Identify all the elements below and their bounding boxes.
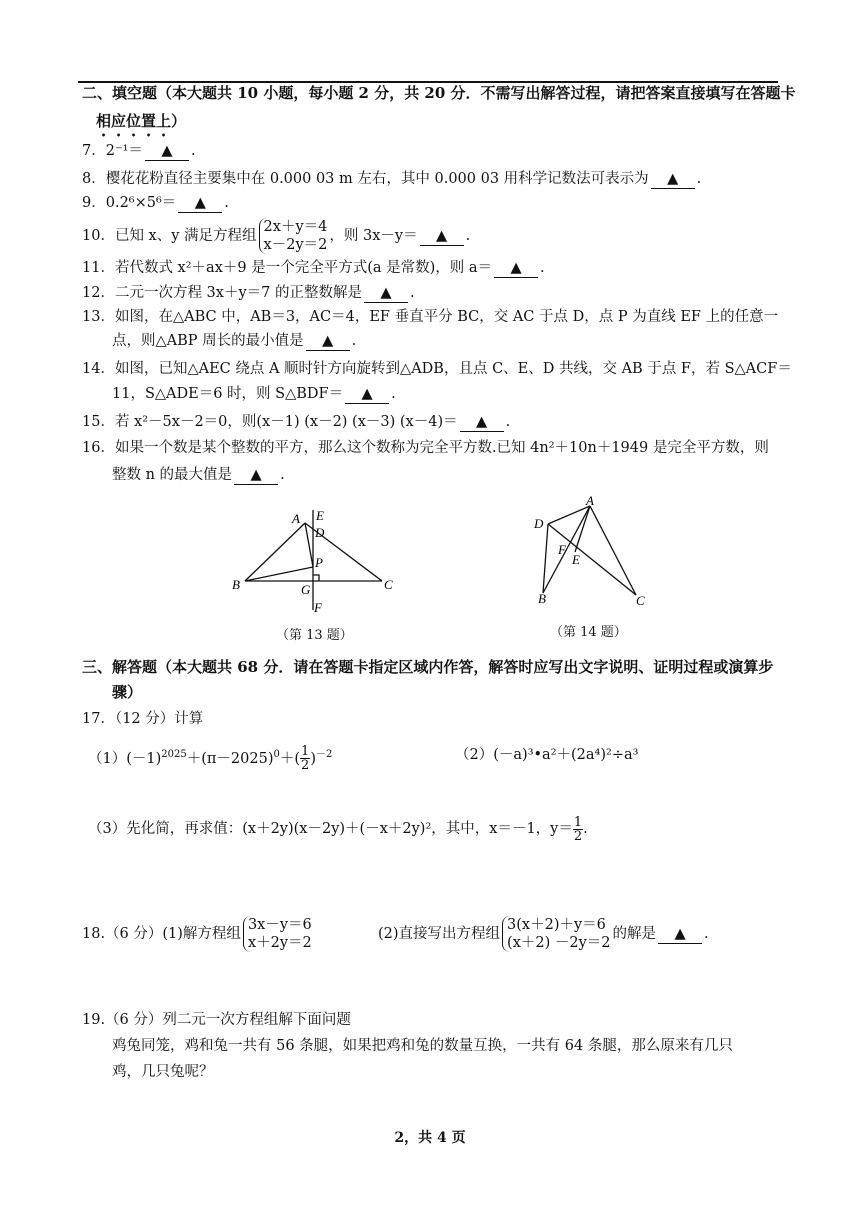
question-7: 7．2⁻¹＝ ▲ .	[82, 143, 196, 159]
answer-blank[interactable]: ▲	[145, 142, 189, 161]
question-16-line2: 整数 n 的最大值是 ▲ .	[112, 467, 285, 483]
label-C: C	[636, 593, 645, 608]
label-C: C	[384, 577, 393, 592]
segment-ac	[590, 506, 636, 595]
question-11: 11．若代数式 x²＋ax＋9 是一个完全平方式(a 是常数)，则 a＝ ▲ .	[82, 260, 545, 276]
label-G: G	[301, 582, 311, 597]
segment-ap	[305, 523, 313, 567]
figure-14-caption: （第 14 题）	[550, 625, 627, 640]
answer-blank[interactable]: ▲	[306, 332, 350, 351]
question-17-part3: （3）先化简，再求值：(x＋2y)(x－2y)＋(－x＋2y)²，其中，x＝－1，y＝ $\frac{1}{2}$ .	[88, 814, 588, 844]
section3-title: 三、解答题（本大题共 68 分．请在答题卡指定区域内作答，解答时应写出文字说明、证明过程或演算步	[82, 658, 774, 676]
question-19-line1: 鸡兔同笼，鸡和兔一共有 56 条腿，如果把鸡和兔的数量互换，一共有 64 条腿，那么原来有几只	[112, 1038, 733, 1054]
segment-ab	[543, 506, 590, 593]
section2-title	[82, 80, 796, 106]
answer-blank[interactable]: ▲	[364, 284, 408, 303]
question-14-line2: 11，S△ADE＝6 时，则 S△BDF＝ ▲ .	[112, 386, 396, 402]
figure-14	[528, 492, 658, 617]
label-F: F	[314, 600, 322, 615]
question-17: 17．（12 分）计算	[82, 711, 204, 727]
question-19-line2: 鸡，几只兔呢？	[112, 1064, 214, 1080]
question-12: 12．二元一次方程 3x＋y＝7 的正整数解是 ▲ .	[82, 285, 415, 301]
question-18-part2: (2)直接写出方程组 3(x＋2)＋y＝6 (x＋2) －2y＝2 的解是 ▲ .	[378, 917, 709, 951]
answer-blank[interactable]: ▲	[460, 413, 504, 432]
right-angle-mark	[313, 575, 319, 581]
label-E: E	[572, 552, 580, 567]
answer-blank[interactable]: ▲	[651, 170, 695, 189]
label-D: D	[534, 516, 544, 531]
answer-blank[interactable]: ▲	[494, 259, 538, 278]
question-9: 9．0.2⁶×5⁶＝ ▲ .	[82, 195, 229, 211]
question-13: 13．如图，在△ABC 中，AB＝3，AC＝4，EF 垂直平分 BC，交 AC 于点 D，点 P 为直线 EF 上的任意一	[82, 309, 779, 325]
equation-system-1: 3x－y＝6 x＋2y＝2	[243, 916, 312, 952]
fraction: $\frac{1}{2}$	[573, 814, 583, 844]
label-A: A	[292, 511, 300, 526]
page-number: 2，共 4 页	[394, 1130, 466, 1146]
answer-blank[interactable]: ▲	[178, 194, 222, 213]
equation-system-2: 3(x＋2)＋y＝6 (x＋2) －2y＝2	[502, 916, 610, 952]
question-19: 19.（6 分）列二元一次方程组解下面问题	[82, 1012, 351, 1028]
question-13-line2: 点，则△ABP 周长的最小值是 ▲ .	[112, 333, 357, 349]
label-F: F	[558, 542, 566, 557]
label-D: D	[315, 525, 325, 540]
segment-ab	[245, 523, 305, 581]
equation-system: 2x＋y＝4 x－2y＝2	[259, 218, 328, 254]
question-17-part1: $(1)(-1)^{2025}+(\pi-2025)^0+$( $\frac{1}{2}$ )$^{-2}$	[88, 744, 333, 774]
answer-blank[interactable]: ▲	[345, 385, 389, 404]
segment-db	[543, 524, 548, 593]
question-10: 10．已知 x、y 满足方程组 2x＋y＝4 x－2y＝2 ，则 3x－y＝ ▲ .	[82, 219, 471, 253]
section2-title-line2: 相应位置上）	[96, 112, 187, 130]
answer-blank[interactable]: ▲	[658, 925, 702, 944]
label-P: P	[315, 555, 323, 570]
segment-ad	[548, 506, 590, 524]
question-8: 8．樱花花粉直径主要集中在 0.000 03 m 左右，其中 0.000 03 用科学记数法可表示为 ▲ .	[82, 171, 702, 187]
question-18: 18.（6 分）(1)解方程组 3x－y＝6 x＋2y＝2	[82, 917, 312, 951]
label-B: B	[538, 591, 546, 606]
label-B: B	[232, 577, 240, 592]
question-14: 14．如图，已知△AEC 绕点 A 顺时针方向旋转到△ADB，且点 C、E、D 共线，交 AB 于点 F，若 S△ACF＝	[82, 361, 792, 377]
segment-bp	[245, 567, 313, 581]
question-17-part2: （2）(－a)³•a²＋(2a⁴)²÷a³	[455, 747, 639, 763]
section3-title-line2: 骤）	[112, 683, 143, 701]
question-16: 16．如果一个数是某个整数的平方，那么这个数称为完全平方数.已知 4n²＋10n＋1949 是完全平方数，则	[82, 440, 769, 456]
question-15: 15．若 x²－5x－2＝0，则(x－1) (x－2) (x－3) (x－4)＝ ▲ .	[82, 414, 511, 430]
figure-13	[225, 505, 405, 620]
answer-blank[interactable]: ▲	[420, 227, 464, 246]
figure-13-caption: （第 13 题）	[276, 628, 353, 643]
label-A: A	[586, 493, 594, 508]
fraction: $\frac{1}{2}$	[301, 744, 310, 774]
section2-title-line1: 二、填空题（本大题共 10 小题，每小题 2 分，共 20 分．不需写出解答过程，请把答案直接填写在答题卡	[82, 84, 796, 102]
label-E: E	[316, 508, 324, 523]
answer-blank[interactable]: ▲	[234, 466, 278, 485]
